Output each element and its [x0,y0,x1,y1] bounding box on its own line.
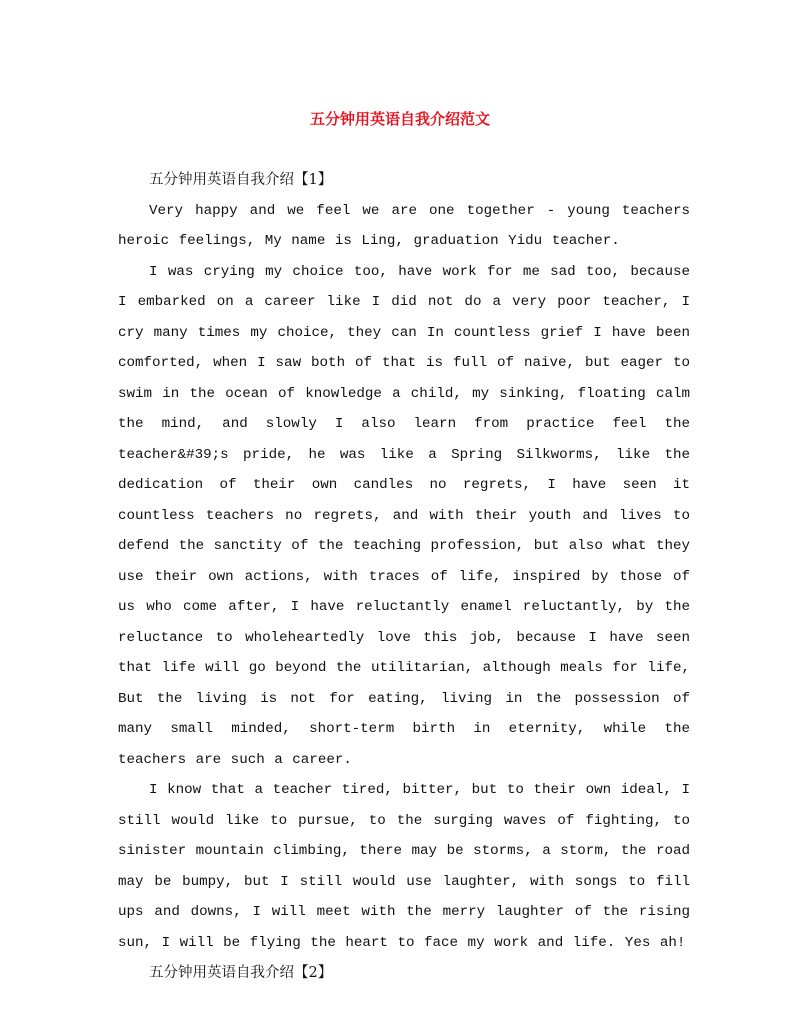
paragraph-1: Very happy and we feel we are one together - young teachers heroic feelings, My name is Ling, graduation Yidu teacher. [118,202,690,249]
document-body [118,165,690,989]
paragraph-3: I know that a teacher tired, bitter, but to their own ideal, I still would like to pursue, to the surging waves of fighting, to sinister mountain climbing, there may be storms, a storm, the road may be bumpy, but I still would use laughter, with songs to fill ups and downs, I will meet with the merry laughter of the rising sun, I will be flying the heart to face my work and life. Yes ah! [118,782,690,951]
paragraph-2: I was crying my choice too, have work for me sad too, because I embarked on a career like I did not do a very poor teacher, I cry many times my choice, they can In countless grief I have been comforted, when I saw both of that is full of naive, but eager to swim in the ocean of knowledge a child, my sinking, floating calm the mind, and slowly I also learn from practice feel the teacher&#39;s pride, he was like a Spring Silkworms, like the dedication of their own candles no regrets, I have seen it countless teachers no regrets, and with their youth and lives to defend the sanctity of the teaching profession, but also what they use their own actions, with traces of life, inspired by those of us who come after, I have reluctantly enamel reluctantly, by the reluctance to wholeheartedly love this job, because I have seen that life will go beyond the utilitarian, although meals for life, But the living is not for eating, living in the possession of many small minded, short-term birth in eternity, while the teachers are such a career. [118,263,690,768]
section-heading-2: 五分钟用英语自我介绍【2】 [149,965,333,981]
section-heading-1: 五分钟用英语自我介绍【1】 [149,172,333,188]
document-title: 五分钟用英语自我介绍范文 [309,110,490,128]
